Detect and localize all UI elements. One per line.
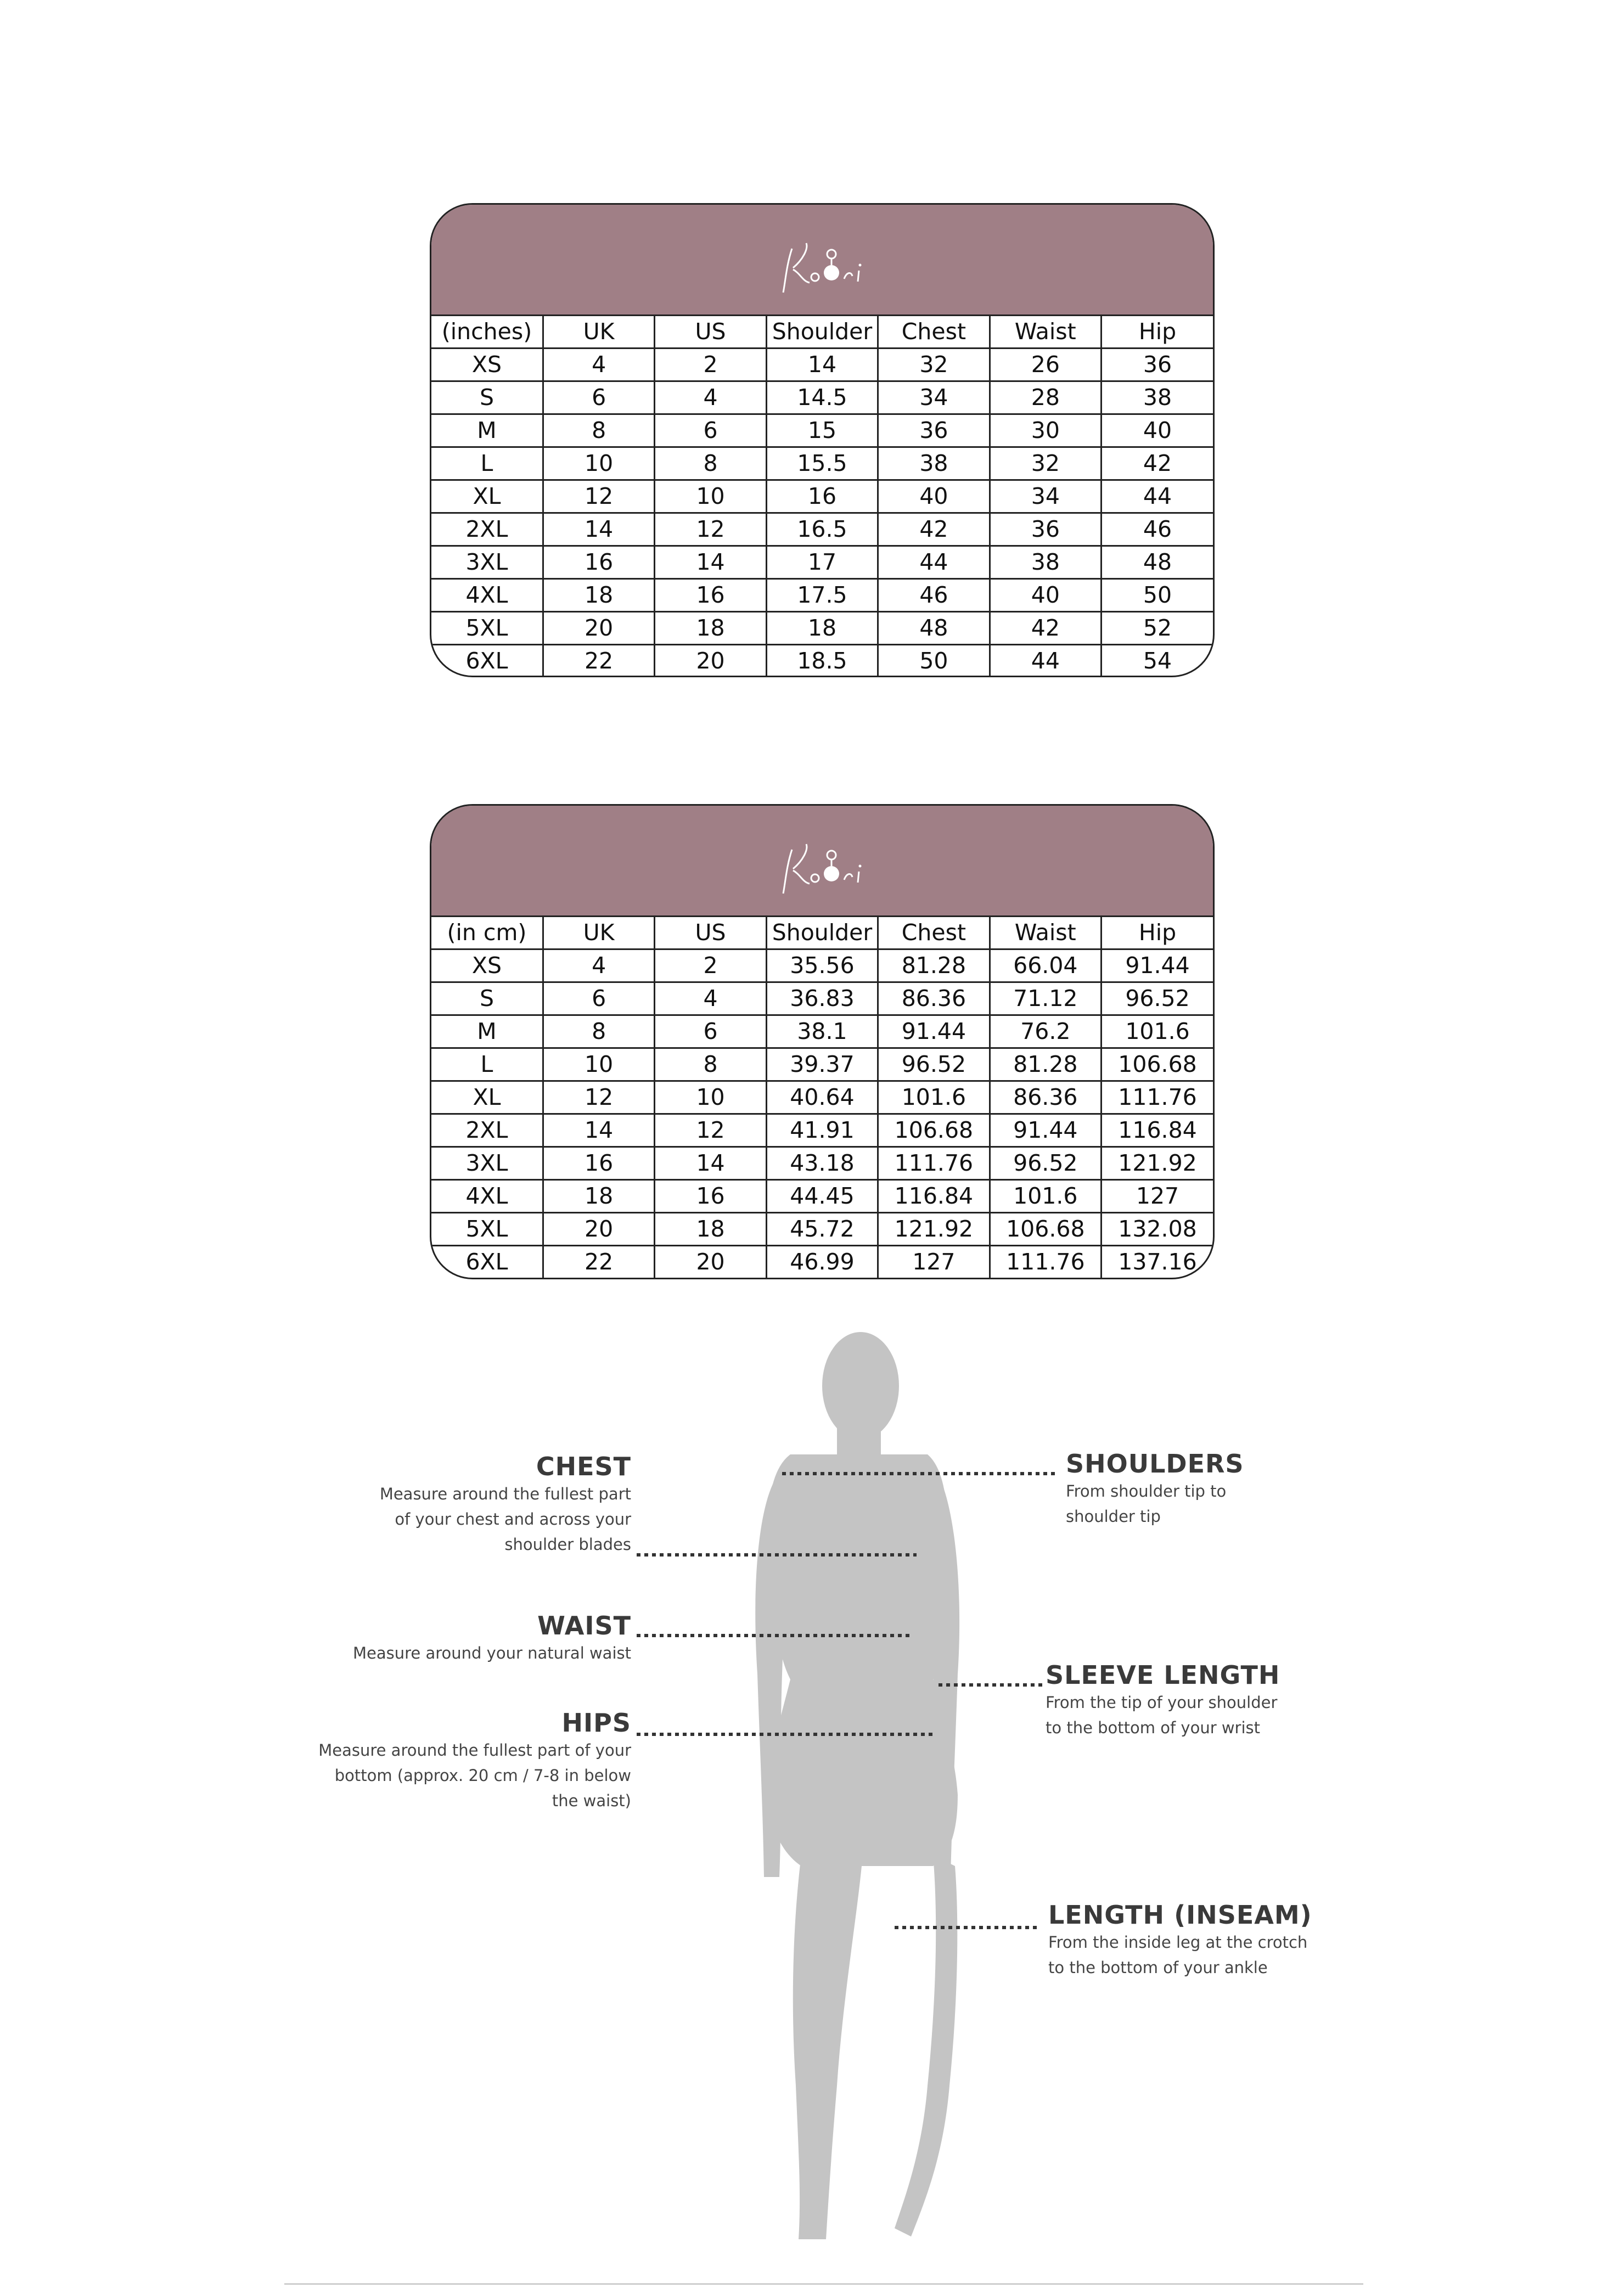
column-header: Chest — [878, 316, 990, 349]
table-cell: 39.37 — [766, 1048, 878, 1081]
sleeve-desc: From the tip of your shoulder to the bottom of your wrist — [1046, 1693, 1278, 1737]
size-label-cell: 5XL — [431, 612, 543, 645]
size-label-cell: 4XL — [431, 579, 543, 612]
table-cell: 16.5 — [766, 513, 878, 546]
table-cell: 91.44 — [878, 1015, 990, 1048]
column-header: US — [655, 316, 766, 349]
shoulders-label — [1066, 1449, 1450, 1529]
table-cell: 81.28 — [878, 949, 990, 982]
size-label-cell: XS — [431, 349, 543, 381]
table-cell: 71.12 — [990, 982, 1101, 1015]
table-cell: 34 — [878, 381, 990, 414]
size-label-cell: XL — [431, 1081, 543, 1114]
column-header: Waist — [990, 917, 1101, 949]
table-cell: 14 — [543, 1114, 654, 1147]
table-cell: 20 — [655, 1246, 766, 1278]
table-cell: 40 — [990, 579, 1101, 612]
table-cell: 44 — [1102, 480, 1213, 513]
table-cell: 16 — [766, 480, 878, 513]
hips-desc: Measure around the fullest part of your bottom (approx. 20 cm / 7-8 in below the waist) — [318, 1741, 631, 1810]
table-cell: 66.04 — [990, 949, 1101, 982]
table-cell: 42 — [878, 513, 990, 546]
size-label-cell: 2XL — [431, 513, 543, 546]
table-cell: 40 — [1102, 414, 1213, 447]
table-cell: 10 — [543, 1048, 654, 1081]
size-label-cell: 3XL — [431, 546, 543, 579]
table-cell: 10 — [655, 480, 766, 513]
table-cell: 17.5 — [766, 579, 878, 612]
table-cell: 91.44 — [990, 1114, 1101, 1147]
table-cell: 96.52 — [990, 1147, 1101, 1180]
table-cell: 16 — [543, 546, 654, 579]
column-header: Shoulder — [766, 917, 878, 949]
table-cell: 46.99 — [766, 1246, 878, 1278]
table-cell: 45.72 — [766, 1213, 878, 1246]
table-cell: 50 — [878, 645, 990, 677]
table-cell: 4 — [543, 949, 654, 982]
table-cell: 16 — [655, 1180, 766, 1213]
table-cell: 121.92 — [878, 1213, 990, 1246]
table-cell: 32 — [990, 447, 1101, 480]
table-cell: 106.68 — [990, 1213, 1101, 1246]
hips-title: HIPS — [561, 1708, 631, 1738]
table-cell: 36 — [878, 414, 990, 447]
table-cell: 91.44 — [1102, 949, 1213, 982]
table-cell: 48 — [1102, 546, 1213, 579]
table-cell: 106.68 — [878, 1114, 990, 1147]
size-label-cell: M — [431, 1015, 543, 1048]
table-cell: 12 — [655, 1114, 766, 1147]
column-header: Chest — [878, 917, 990, 949]
waist-label — [274, 1611, 631, 1666]
table-cell: 18 — [766, 612, 878, 645]
table-cell: 17 — [766, 546, 878, 579]
size-label-cell: 6XL — [431, 1246, 543, 1278]
column-header: US — [655, 917, 766, 949]
column-header: UK — [543, 917, 654, 949]
table-cell: 121.92 — [1102, 1147, 1213, 1180]
table-cell: 38 — [1102, 381, 1213, 414]
table-cell: 96.52 — [878, 1048, 990, 1081]
table-cell: 43.18 — [766, 1147, 878, 1180]
table-cell: 96.52 — [1102, 982, 1213, 1015]
column-header: Waist — [990, 316, 1101, 349]
column-header: (inches) — [431, 316, 543, 349]
table-cell: 18 — [543, 1180, 654, 1213]
table-cell: 36 — [1102, 349, 1213, 381]
table-cell: 127 — [878, 1246, 990, 1278]
table-cell: 111.76 — [1102, 1081, 1213, 1114]
table-cell: 46 — [1102, 513, 1213, 546]
column-header: (in cm) — [431, 917, 543, 949]
table-cell: 86.36 — [990, 1081, 1101, 1114]
table-cell: 86.36 — [878, 982, 990, 1015]
table-cell: 137.16 — [1102, 1246, 1213, 1278]
table-cell: 127 — [1102, 1180, 1213, 1213]
length-title: LENGTH (INSEAM) — [1048, 1900, 1312, 1930]
table-cell: 41.91 — [766, 1114, 878, 1147]
table-cell: 36.83 — [766, 982, 878, 1015]
table-cell: 35.56 — [766, 949, 878, 982]
table-cell: 50 — [1102, 579, 1213, 612]
table-cell: 12 — [655, 513, 766, 546]
table-cell: 34 — [990, 480, 1101, 513]
size-label-cell: 3XL — [431, 1147, 543, 1180]
shoulders-title: SHOULDERS — [1066, 1449, 1244, 1479]
size-label-cell: 2XL — [431, 1114, 543, 1147]
table-cell: 15 — [766, 414, 878, 447]
table-cell: 16 — [655, 579, 766, 612]
table-cell: 42 — [990, 612, 1101, 645]
size-label-cell: 6XL — [431, 645, 543, 677]
table-cell: 6 — [543, 982, 654, 1015]
table-cell: 8 — [543, 414, 654, 447]
size-label-cell: 4XL — [431, 1180, 543, 1213]
table-cell: 16 — [543, 1147, 654, 1180]
table-cell: 15.5 — [766, 447, 878, 480]
table-cell: 132.08 — [1102, 1213, 1213, 1246]
table-cell: 18 — [655, 1213, 766, 1246]
table-cell: 14 — [655, 1147, 766, 1180]
column-header: Hip — [1102, 917, 1213, 949]
chest-desc: Measure around the fullest part of your chest and across your shoulder blades — [379, 1485, 631, 1554]
table-cell: 54 — [1102, 645, 1213, 677]
table-cell: 6 — [655, 1015, 766, 1048]
table-cell: 18.5 — [766, 645, 878, 677]
table-cell: 40 — [878, 480, 990, 513]
table-cell: 101.6 — [878, 1081, 990, 1114]
table-cell: 20 — [543, 612, 654, 645]
table-cell: 4 — [655, 982, 766, 1015]
length-label — [1048, 1900, 1487, 1980]
hips-label — [263, 1708, 631, 1813]
table-cell: 2 — [655, 349, 766, 381]
size-label-cell: S — [431, 982, 543, 1015]
table-cell: 116.84 — [1102, 1114, 1213, 1147]
waist-desc: Measure around your natural waist — [353, 1644, 631, 1662]
table-cell: 20 — [655, 645, 766, 677]
table-cell: 4 — [655, 381, 766, 414]
table-cell: 12 — [543, 480, 654, 513]
table-cell: 14 — [766, 349, 878, 381]
shoulders-desc: From shoulder tip to shoulder tip — [1066, 1482, 1227, 1526]
table-cell: 40.64 — [766, 1081, 878, 1114]
table-cell: 2 — [655, 949, 766, 982]
table-cell: 46 — [878, 579, 990, 612]
table-cell: 38.1 — [766, 1015, 878, 1048]
sleeve-label — [1046, 1660, 1463, 1740]
table-cell: 106.68 — [1102, 1048, 1213, 1081]
table-cell: 22 — [543, 1246, 654, 1278]
table-cell: 14 — [655, 546, 766, 579]
table-cell: 76.2 — [990, 1015, 1101, 1048]
sleeve-title: SLEEVE LENGTH — [1046, 1660, 1280, 1690]
chest-label — [274, 1452, 631, 1557]
size-label-cell: L — [431, 1048, 543, 1081]
table-cell: 44 — [990, 645, 1101, 677]
table-cell: 44.45 — [766, 1180, 878, 1213]
waist-title: WAIST — [537, 1611, 631, 1640]
table-cell: 14 — [543, 513, 654, 546]
table-cell: 44 — [878, 546, 990, 579]
table-cell: 101.6 — [1102, 1015, 1213, 1048]
table-cell: 38 — [990, 546, 1101, 579]
table-cell: 48 — [878, 612, 990, 645]
size-label-cell: XS — [431, 949, 543, 982]
length-desc: From the inside leg at the crotch to the bottom of your ankle — [1048, 1933, 1308, 1977]
table-cell: 20 — [543, 1213, 654, 1246]
table-cell: 8 — [655, 447, 766, 480]
table-cell: 8 — [655, 1048, 766, 1081]
table-cell: 116.84 — [878, 1180, 990, 1213]
size-label-cell: 5XL — [431, 1213, 543, 1246]
column-header: UK — [543, 316, 654, 349]
table-cell: 32 — [878, 349, 990, 381]
table-cell: 26 — [990, 349, 1101, 381]
table-cell: 6 — [655, 414, 766, 447]
table-cell: 38 — [878, 447, 990, 480]
column-header: Shoulder — [766, 316, 878, 349]
table-cell: 6 — [543, 381, 654, 414]
chest-title: CHEST — [536, 1452, 631, 1481]
table-cell: 8 — [543, 1015, 654, 1048]
table-cell: 10 — [543, 447, 654, 480]
table-cell: 36 — [990, 513, 1101, 546]
table-cell: 28 — [990, 381, 1101, 414]
table-cell: 101.6 — [990, 1180, 1101, 1213]
size-label-cell: XL — [431, 480, 543, 513]
table-cell: 81.28 — [990, 1048, 1101, 1081]
size-label-cell: L — [431, 447, 543, 480]
size-label-cell: S — [431, 381, 543, 414]
footer-divider — [284, 2283, 1363, 2285]
table-cell: 10 — [655, 1081, 766, 1114]
table-cell: 18 — [543, 579, 654, 612]
size-label-cell: M — [431, 414, 543, 447]
table-cell: 12 — [543, 1081, 654, 1114]
table-cell: 52 — [1102, 612, 1213, 645]
table-cell: 18 — [655, 612, 766, 645]
table-cell: 22 — [543, 645, 654, 677]
table-cell: 30 — [990, 414, 1101, 447]
column-header: Hip — [1102, 316, 1213, 349]
table-cell: 4 — [543, 349, 654, 381]
table-cell: 111.76 — [878, 1147, 990, 1180]
table-cell: 111.76 — [990, 1246, 1101, 1278]
table-cell: 42 — [1102, 447, 1213, 480]
table-cell: 14.5 — [766, 381, 878, 414]
